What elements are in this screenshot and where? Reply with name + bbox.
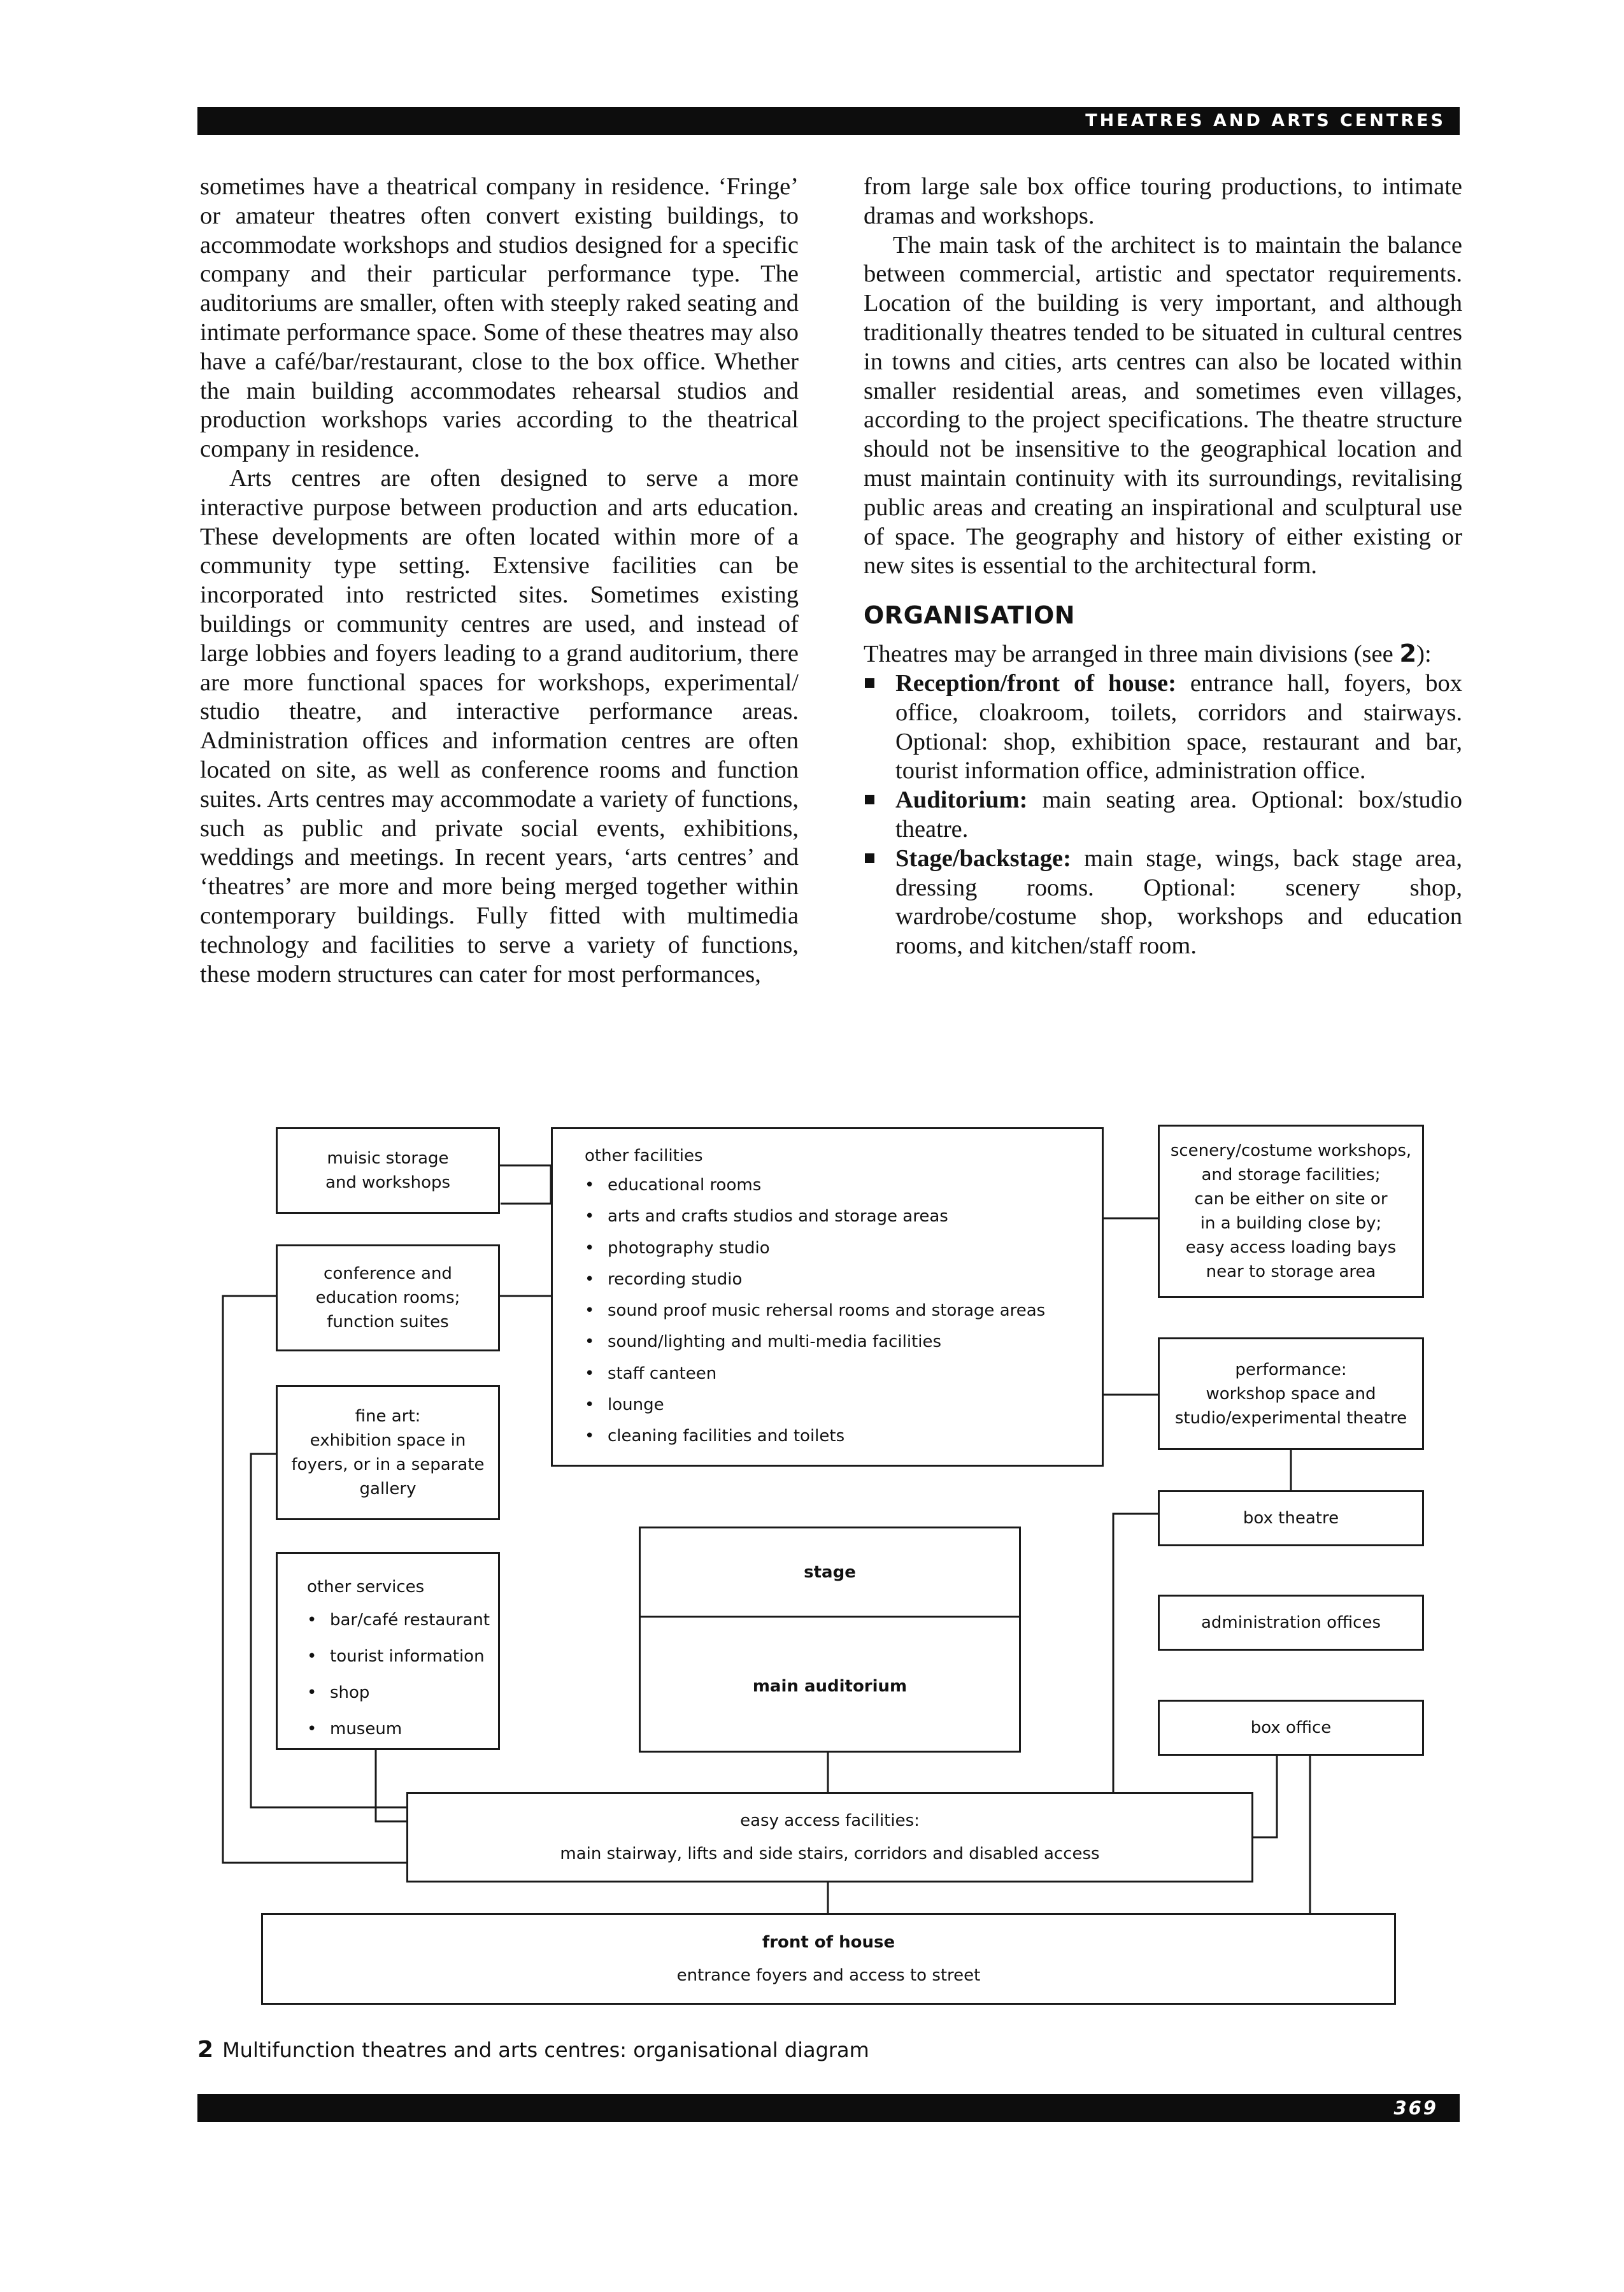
- list-item: • lounge: [576, 1390, 1102, 1421]
- stage-auditorium-box: [639, 1527, 1021, 1753]
- list-item: Auditorium: main seating area. Optional: box/studio theatre.: [864, 786, 1462, 844]
- bullet-square-icon: [865, 795, 874, 804]
- front-of-house-title: front of house: [762, 1933, 895, 1952]
- page-number-bar: 369: [197, 2094, 1460, 2122]
- list-item: • tourist information: [298, 1639, 498, 1675]
- list-item: • sound/lighting and multi-media facilities: [576, 1327, 1102, 1358]
- figure-reference: 2: [1399, 639, 1417, 669]
- main-auditorium-label: main auditorium: [752, 1676, 908, 1696]
- section-heading: ORGANISATION: [864, 601, 1076, 630]
- right-paragraph-1: from large sale box office touring productions, to intimate dramas and workshops.: [864, 173, 1462, 229]
- front-of-house-subtitle: entrance foyers and access to street: [676, 1966, 981, 1985]
- bullet-square-icon: [865, 853, 874, 863]
- list-item: • arts and crafts studios and storage areas: [576, 1201, 1102, 1232]
- other-services-box: other services • bar/café restaurant • tourist information • shop • museum: [276, 1552, 500, 1750]
- list-item: Reception/front of house: entrance hall, foyers, box office, cloakroom, toilets, corridors and stairways. Optional: shop, exhibition space, restaurant and bar, tourist information office, administration office.: [864, 669, 1462, 786]
- other-facilities-box: other facilities • educational rooms • arts and crafts studios and storage areas • photography studio • recording studio • sound proof music rehersal rooms and storage areas • sound/lighting and multi-media facilities • staff canteen • lounge • cleaning facilities and toilets: [551, 1127, 1104, 1467]
- right-paragraph-2: The main task of the architect is to maintain the balance between commercial, artistic and spectator requirements. Location of the building is very important, and although traditionally theatres tended to be situated in cultural centres in towns and cities, arts centres can also be located within smaller residential areas, and sometimes even villages, according to the project specifications. The theatre structure should not be insensitive to the geographical location and must maintain continuity with its surroundings, revitalising public areas and creating an inspirational and sculptural use of space. The geography and history of either existing or new sites is essential to the architectural form.: [864, 231, 1462, 580]
- list-item: Stage/backstage: main stage, wings, back stage area, dressing rooms. Optional: scenery shop, wardrobe/costume shop, workshops and education rooms, and kitchen/staff room.: [864, 844, 1462, 961]
- list-item: • sound proof music rehersal rooms and storage areas: [576, 1295, 1102, 1327]
- list-item: • photography studio: [576, 1233, 1102, 1264]
- organisation-intro: Theatres may be arranged in three main divisions (see 2):: [864, 639, 1432, 669]
- list-item: • museum: [298, 1711, 498, 1747]
- right-text-column: [864, 173, 1462, 961]
- scenery-workshops-box: scenery/costume workshops, and storage facilities; can be either on site or in a building close by; easy access loading bays near to storage area: [1158, 1125, 1424, 1298]
- left-paragraph-1: sometimes have a theatrical company in residence. ‘Fringe’ or amateur theatres often convert existing buildings, to accommodate workshops and studios designed for a specific company and their particular performance type. The auditoriums are smaller, often with steeply raked seating and intimate performance space. Some of these theatres may also have a café/bar/restaurant, close to the box office. Whether the main building accommodates rehearsal studios and production workshops varies according to the theatrical company in residence.: [200, 173, 799, 463]
- fine-art-box: fine art: exhibition space in foyers, or in a separate gallery: [276, 1385, 500, 1520]
- box-theatre-box: box theatre: [1158, 1490, 1424, 1546]
- music-storage-box: muisic storage and workshops: [276, 1127, 500, 1214]
- administration-box: administration offices: [1158, 1595, 1424, 1651]
- performance-box: performance: workshop space and studio/experimental theatre: [1158, 1337, 1424, 1450]
- conference-box: conference and education rooms; function suites: [276, 1244, 500, 1351]
- running-header: THEATRES AND ARTS CENTRES: [197, 107, 1460, 135]
- figure-caption-text: Multifunction theatres and arts centres: organisational diagram: [222, 2038, 869, 2062]
- figure-caption: [197, 2037, 869, 2063]
- access-facilities-box: easy access facilities: main stairway, lifts and side stairs, corridors and disabled access: [406, 1792, 1253, 1883]
- bullet-square-icon: [865, 678, 874, 688]
- list-item: • shop: [298, 1675, 498, 1711]
- front-of-house-box: [261, 1913, 1396, 2005]
- list-item: • bar/café restaurant: [298, 1602, 498, 1639]
- list-item: • educational rooms: [576, 1170, 1102, 1201]
- left-paragraph-2: Arts centres are often designed to serve a more interactive purpose between production and arts education. These developments are often located within more of a community type setting. Extensive facilities can be incorporated into restricted sites. Sometimes existing buildings or community centres are used, and instead of large lobbies and foyers leading to a grand auditorium, there are more functional spaces for workshops, experimental/ studio theatre, and interactive performance areas. Administration offices and information centres are often located on site, as well as conference rooms and function suites. Arts centres may accommodate a variety of functions, such as public and private social events, exhibitions, weddings and meetings. In recent years, ‘arts centres’ and ‘theatres’ are more and more being merged together within contemporary buildings. Fully fitted with multimedia technology and facilities to serve a variety of functions, these modern structures can cater for most performances,: [200, 464, 799, 988]
- left-text-column: [200, 173, 799, 989]
- list-item: • recording studio: [576, 1264, 1102, 1295]
- division-list: [864, 669, 1462, 961]
- figure-number: 2: [197, 2037, 214, 2063]
- list-item: • staff canteen: [576, 1358, 1102, 1390]
- stage-label: stage: [641, 1528, 1019, 1618]
- list-item: • cleaning facilities and toilets: [576, 1421, 1102, 1452]
- box-office-box: box office: [1158, 1700, 1424, 1756]
